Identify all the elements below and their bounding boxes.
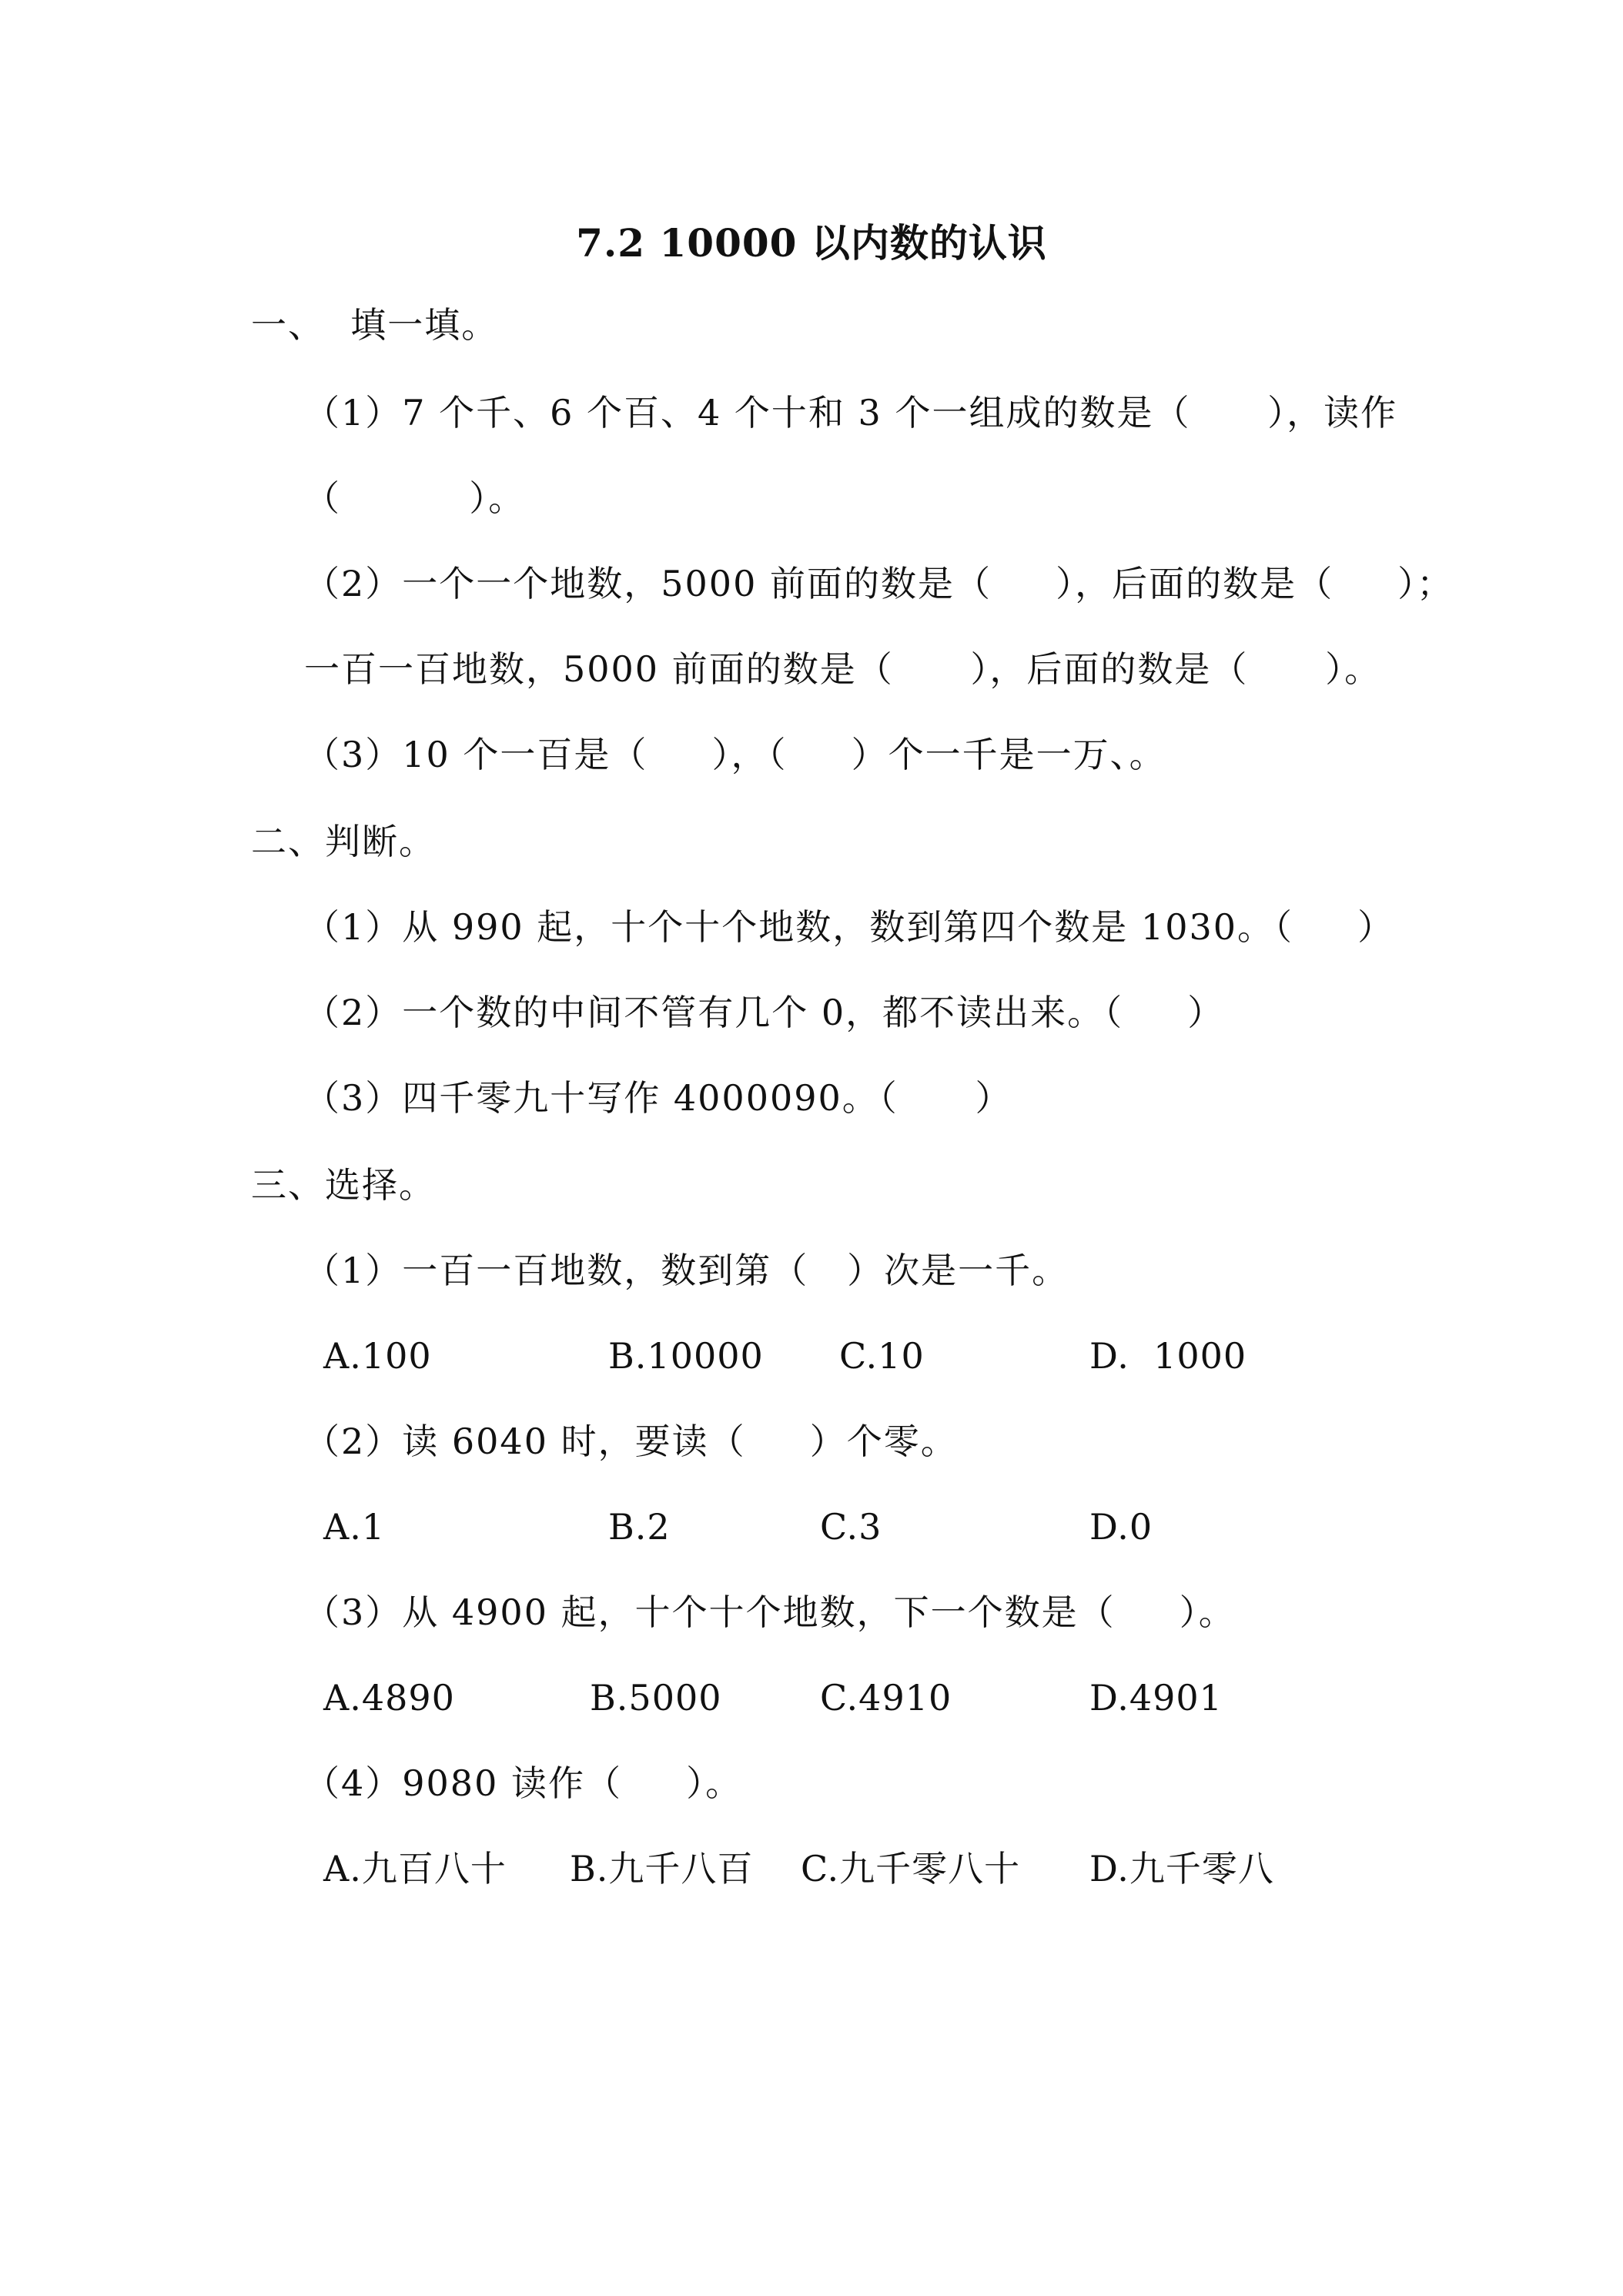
choose-q1-option-b: B.10000 (608, 1335, 764, 1377)
fill-question-1-line-1: （1）7 个千、6 个百、4 个十和 3 个一组成的数是（ ），读作 (304, 392, 1398, 433)
choose-question-1: （1）一百一百地数，数到第（ ）次是一千。 (304, 1250, 1069, 1291)
judge-question-1: （1）从 990 起，十个十个地数，数到第四个数是 1030。（ ） (304, 906, 1395, 948)
judge-question-3: （3）四千零九十写作 4000090。（ ） (304, 1077, 1012, 1119)
worksheet-title: 7.2 10000 以内数的认识 (576, 220, 1047, 266)
choose-q2-option-a: A.1 (323, 1506, 386, 1548)
choose-q3-option-b: B.5000 (590, 1677, 722, 1719)
choose-q2-option-b: B.2 (608, 1506, 671, 1548)
choose-q4-option-b: B.九千八百 (570, 1848, 754, 1889)
fill-question-2-line-1: （2）一个一个地数，5000 前面的数是（ ），后面的数是（ ）； (304, 563, 1454, 604)
choose-question-2: （2）读 6040 时，要读（ ）个零。 (304, 1421, 958, 1462)
choose-q2-option-d: D.0 (1089, 1506, 1153, 1548)
choose-q3-option-d: D.4901 (1089, 1677, 1223, 1719)
section-fill-heading: 一、 填一填。 (251, 304, 499, 346)
choose-q3-option-a: A.4890 (323, 1677, 455, 1719)
choose-q4-option-d: D.九千零八 (1089, 1848, 1274, 1889)
choose-q1-option-d: D. 1000 (1089, 1335, 1247, 1377)
section-judge-heading: 二、判断。 (251, 821, 436, 862)
choose-question-4: （4）9080 读作（ ）。 (304, 1762, 743, 1804)
choose-q1-option-c: C.10 (839, 1335, 925, 1377)
fill-question-3: （3）10 个一百是（ ），（ ）个一千是一万、。 (304, 734, 1166, 775)
choose-q4-option-c: C.九千零八十 (801, 1848, 1021, 1889)
choose-q1-option-a: A.100 (323, 1335, 432, 1377)
choose-q3-option-c: C.4910 (820, 1677, 952, 1719)
choose-q2-option-c: C.3 (820, 1506, 882, 1548)
section-choose-heading: 三、选择。 (251, 1164, 436, 1206)
judge-question-2: （2）一个数的中间不管有几个 0，都不读出来。（ ） (304, 992, 1225, 1033)
fill-question-2-line-2: 一百一百地数，5000 前面的数是（ ），后面的数是（ ）。 (304, 648, 1382, 690)
choose-question-3: （3）从 4900 起，十个十个地数，下一个数是（ ）。 (304, 1591, 1236, 1633)
choose-q4-option-a: A.九百八十 (323, 1848, 507, 1889)
fill-question-1-line-2: （ ）。 (304, 477, 526, 519)
